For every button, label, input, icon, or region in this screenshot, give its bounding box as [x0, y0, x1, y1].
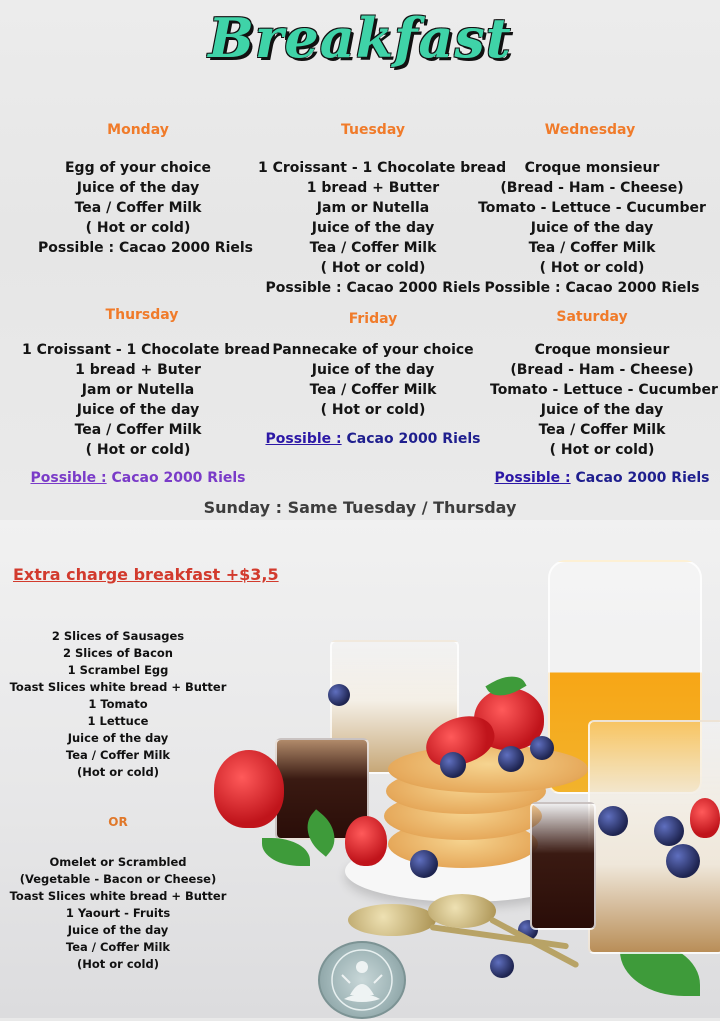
extra-item: 1 Lettuce [87, 714, 149, 728]
menu-item: 1 Croissant - 1 Chocolate bread [22, 342, 271, 358]
menu-item: Tea / Coffer Milk [74, 200, 202, 216]
extra-item: Tea / Coffer Milk [65, 940, 171, 954]
day-monday: Monday [107, 122, 169, 138]
menu-thursday [22, 340, 271, 460]
menu-wednesday [478, 158, 706, 298]
menu-friday [263, 340, 483, 420]
pancake [388, 745, 588, 793]
menu-item: Tomato - Lettuce - Cucumber [478, 200, 706, 216]
day-thursday: Thursday [105, 307, 179, 323]
extra-item: 2 Slices of Bacon [63, 646, 173, 660]
buddha-logo-graphic [320, 943, 404, 1017]
blueberry [498, 746, 524, 772]
menu-item: Tea / Coffer Milk [538, 422, 666, 438]
extra-item: 1 Scrambel Egg [67, 663, 169, 677]
menu-item: ( Hot or cold) [549, 442, 655, 458]
blueberry [598, 806, 628, 836]
menu-item: Juice of the day [76, 180, 200, 196]
menu-item: ( Hot or cold) [539, 260, 645, 276]
possible-value: Cacao 2000 Riels [341, 431, 481, 447]
day-friday: Friday [348, 311, 398, 327]
menu-saturday [490, 340, 718, 460]
golden-spoon [348, 904, 436, 936]
menu-item: ( Hot or cold) [85, 442, 191, 458]
menu-item: Tomato - Lettuce - Cucumber [490, 382, 718, 398]
menu-item: Jam or Nutella [316, 200, 430, 216]
strawberry [690, 798, 720, 838]
coffee-glass-right [530, 802, 596, 930]
menu-item: (Bread - Ham - Cheese) [500, 180, 684, 196]
blueberry [440, 752, 466, 778]
blueberry [654, 816, 684, 846]
extra-item: Omelet or Scrambled [49, 855, 187, 869]
day-wednesday: Wednesday [544, 122, 636, 138]
day-tuesday: Tuesday [341, 122, 405, 138]
menu-item: Croque monsieur [534, 342, 670, 358]
extra-item: Tea / Coffer Milk [65, 748, 171, 762]
possible-label: Possible : [30, 470, 107, 486]
menu-title: Breakfast [208, 6, 512, 70]
extra-item: 1 Yaourt - Fruits [65, 906, 171, 920]
blueberry [490, 954, 514, 978]
menu-item: ( Hot or cold) [320, 260, 426, 276]
extra-item: (Hot or cold) [76, 765, 159, 779]
blueberry [410, 850, 438, 878]
extra-item: (Hot or cold) [76, 957, 159, 971]
blueberry [328, 684, 350, 706]
extra-item: Toast Slices white bread + Butter [9, 680, 227, 694]
menu-item: Croque monsieur [524, 160, 660, 176]
menu-item: Possible : Cacao 2000 Riels [484, 280, 700, 296]
menu-item: 1 Croissant - 1 Chocolate bread [258, 160, 507, 176]
menu-item: Egg of your choice [64, 160, 212, 176]
menu-item: Juice of the day [311, 362, 435, 378]
menu-item: Possible : Cacao 2000 Riels [38, 240, 254, 256]
day-saturday: Saturday [556, 309, 628, 325]
extra-option-1 [0, 628, 236, 781]
extra-option-2 [0, 854, 236, 973]
menu-item: (Bread - Ham - Cheese) [510, 362, 694, 378]
golden-spoon [428, 894, 496, 928]
blueberry [666, 844, 700, 878]
menu-item: Juice of the day [540, 402, 664, 418]
possible-label: Possible : [494, 470, 571, 486]
mint-leaf [262, 838, 310, 866]
extra-item: Toast Slices white bread + Butter [9, 889, 227, 903]
sunday-note: Sunday : Same Tuesday / Thursday [203, 498, 517, 517]
extra-item: 1 Tomato [88, 697, 148, 711]
or-separator: OR [108, 815, 128, 829]
menu-item: Possible : Cacao 2000 Riels [265, 280, 481, 296]
possible-value: Cacao 2000 Riels [570, 470, 710, 486]
menu-item: Tea / Coffer Milk [528, 240, 656, 256]
possible-cacao-saturday [490, 470, 714, 486]
menu-item: Juice of the day [76, 402, 200, 418]
extra-item: (Vegetable - Bacon or Cheese) [19, 872, 217, 886]
strawberry [345, 816, 387, 866]
extra-charge-title: Extra charge breakfast +$3,5 [13, 565, 279, 584]
menu-monday [38, 158, 254, 258]
menu-item: Tea / Coffer Milk [309, 240, 437, 256]
menu-item: Pannecake of your choice [272, 342, 474, 358]
buddha-logo-icon [318, 941, 406, 1019]
menu-item: 1 bread + Buter [75, 362, 201, 378]
extra-item: Juice of the day [67, 923, 169, 937]
blueberry [530, 736, 554, 760]
menu-item: ( Hot or cold) [85, 220, 191, 236]
menu-item: ( Hot or cold) [320, 402, 426, 418]
extra-item: 2 Slices of Sausages [51, 629, 185, 643]
menu-item: Juice of the day [311, 220, 435, 236]
menu-item: Jam or Nutella [81, 382, 195, 398]
menu-item: Tea / Coffer Milk [309, 382, 437, 398]
possible-cacao-thursday [22, 470, 254, 486]
possible-cacao-friday [263, 431, 483, 447]
extra-item: Juice of the day [67, 731, 169, 745]
menu-tuesday [258, 158, 507, 298]
possible-value: Cacao 2000 Riels [106, 470, 246, 486]
menu-item: Tea / Coffer Milk [74, 422, 202, 438]
possible-label: Possible : [265, 431, 342, 447]
menu-item: Juice of the day [530, 220, 654, 236]
menu-item: 1 bread + Butter [306, 180, 440, 196]
